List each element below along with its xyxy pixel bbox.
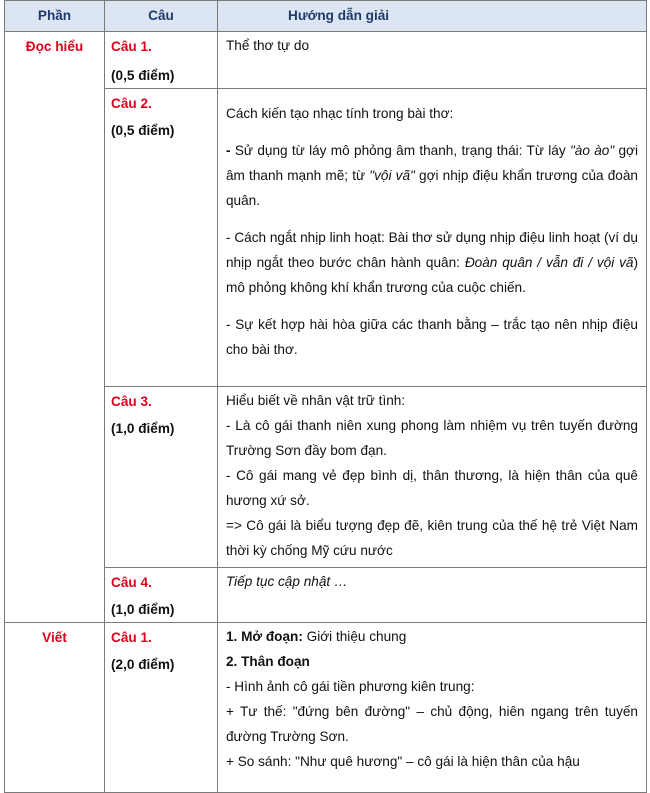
answer-line: - Là cô gái thanh niên xung phong làm nhiệm vụ trên tuyến đường Trường Sơn đầy bom đạn. <box>226 418 638 458</box>
section-label-doc-hieu: Đọc hiểu <box>5 32 105 623</box>
answer-line: => Cô gái là biểu tượng đẹp đẽ, kiên trung của thế hệ trẻ Việt Nam thời kỳ chống Mỹ cứu nước <box>226 518 638 558</box>
question-title: Câu 1. <box>111 630 152 645</box>
question-points: (1,0 điểm) <box>111 421 175 436</box>
question-title: Câu 4. <box>111 575 152 590</box>
answer-bullet: - Sử dụng từ láy mô phỏng âm thanh, trạng thái: Từ láy "ào ào" gợi âm thanh mạnh mẽ; từ "vội vã" gợi nhịp điệu khẩn trương của đoàn quân. <box>226 143 638 208</box>
header-row <box>5 1 647 32</box>
answer-bullet: - Sự kết hợp hài hòa giữa các thanh bằng – trắc tạo nên nhịp điệu cho bài thơ. <box>226 317 638 357</box>
question-points: (1,0 điểm) <box>111 602 175 617</box>
question-cell <box>105 568 218 623</box>
answer-heading: 2. Thân đoạn <box>226 654 310 669</box>
row-viet-q1 <box>5 623 647 793</box>
question-cell <box>105 32 218 89</box>
answer-text: Tiếp tục cập nhật … <box>226 574 348 589</box>
answer-heading: 1. Mở đoạn: Giới thiệu chung <box>226 629 407 644</box>
answer-line: + Tư thế: "đứng bên đường" – chủ động, hiên ngang trên tuyến đường Trường Sơn. <box>226 704 638 744</box>
header-huong-dan: Hướng dẫn giải <box>218 1 647 32</box>
question-points: (2,0 điểm) <box>111 657 175 672</box>
question-title: Câu 3. <box>111 394 152 409</box>
question-cell <box>105 623 218 793</box>
answer-line: - Cô gái mang vẻ đẹp bình dị, thân thương, là hiện thân của quê hương xứ sở. <box>226 468 638 508</box>
row-doc-hieu-q1 <box>5 32 647 89</box>
answer-cell <box>218 387 647 568</box>
answer-cell <box>218 623 647 793</box>
section-label-viet: Viết <box>5 623 105 793</box>
answer-intro: Cách kiến tạo nhạc tính trong bài thơ: <box>226 106 454 121</box>
answer-line: Hiểu biết về nhân vật trữ tình: <box>226 393 406 408</box>
answer-table <box>4 0 647 793</box>
question-cell <box>105 89 218 387</box>
answer-line: + So sánh: "Như quê hương" – cô gái là hiện thân của hậu <box>226 754 580 769</box>
question-cell <box>105 387 218 568</box>
question-title: Câu 1. <box>111 39 152 54</box>
answer-cell <box>218 568 647 623</box>
answer-cell <box>218 89 647 387</box>
answer-line: - Hình ảnh cô gái tiền phương kiên trung: <box>226 679 475 694</box>
question-title: Câu 2. <box>111 96 152 111</box>
header-cau: Câu <box>105 1 218 32</box>
question-points: (0,5 điểm) <box>111 68 175 83</box>
answer-text: Thể thơ tự do <box>226 38 310 53</box>
answer-bullet: - Cách ngắt nhịp linh hoạt: Bài thơ sử dụng nhịp điệu linh hoạt (ví dụ nhịp ngắt theo bước chân hành quân: Đoàn quân / vẫn đi / vội vã) mô phỏng không khí khẩn trương của cuộc chiến. <box>226 230 638 295</box>
answer-cell <box>218 32 647 89</box>
header-phan: Phần <box>5 1 105 32</box>
question-points: (0,5 điểm) <box>111 123 175 138</box>
